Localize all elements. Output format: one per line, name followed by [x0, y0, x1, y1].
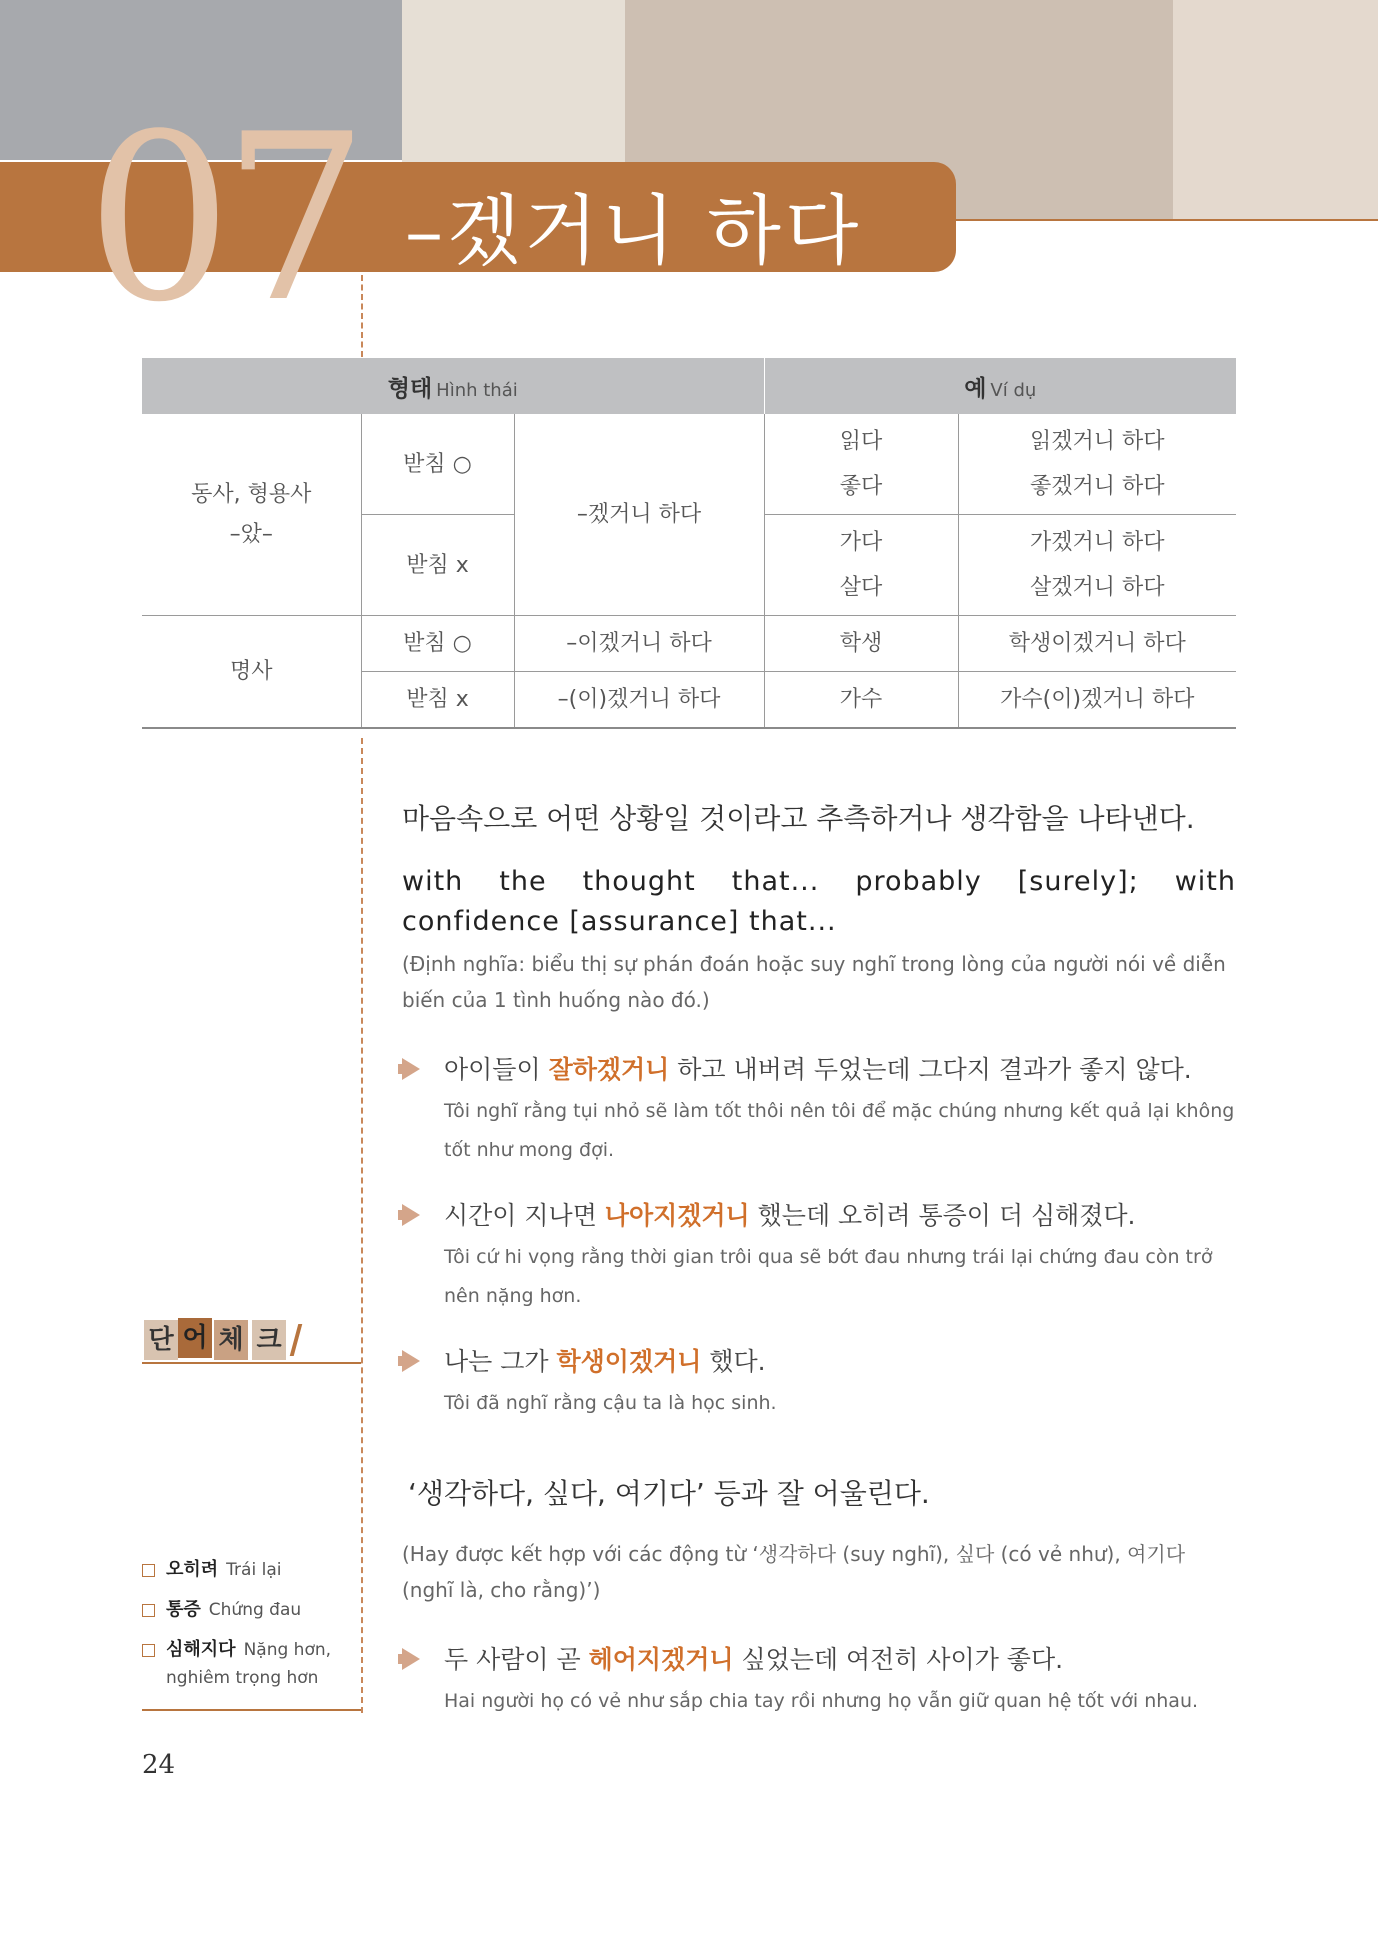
example-korean: 아이들이 잘하겠거니 하고 내버려 두었는데 그다지 결과가 좋지 않다. [444, 1055, 1192, 1084]
table-cell-base: 가수 [764, 672, 958, 729]
example-korean: 시간이 지나면 나아지겠거니 했는데 오히려 통증이 더 심해졌다. [444, 1201, 1136, 1230]
table-row [142, 414, 1236, 515]
page-number: 24 [142, 1750, 176, 1780]
table-cell-result: 읽겠거니 하다 좋겠거니 하다 [958, 414, 1236, 515]
vocab-list [142, 1556, 361, 1704]
table-cell-group: 명사 [142, 616, 361, 729]
example-vietnamese: Hai người họ có vẻ như sắp chia tay rồi nhưng họ vẫn giữ quan hệ tốt với nhau. [444, 1690, 1199, 1712]
table-cell-form: –(이)겠거니 하다 [514, 672, 764, 729]
usage-vietnamese: (Hay được kết hợp với các động từ ‘생각하다 (suy nghĩ), 싶다 (có vẻ như), 여기다 (nghĩ là, cho rằng)’) [402, 1542, 1186, 1602]
checkbox-icon [142, 1604, 155, 1617]
meaning-english: with the thought that... probably [surely]; with confidence [assurance] that... [402, 866, 1236, 937]
header-rule [950, 219, 1378, 221]
table-cell-form: –이겠거니 하다 [514, 616, 764, 672]
table-cell-base: 학생 [764, 616, 958, 672]
table-cell-result: 가수(이)겠거니 하다 [958, 672, 1236, 729]
table-cell-batchim: 받침 x [361, 672, 514, 729]
table-cell-result: 학생이겠거니 하다 [958, 616, 1236, 672]
table-cell-result: 가겠거니 하다 살겠거니 하다 [958, 515, 1236, 616]
vocab-item: 오히려 Trái lại [142, 1556, 361, 1584]
table-head-form: 형태 Hình thái [142, 358, 764, 414]
vocab-item: 통증 Chứng đau [142, 1596, 361, 1624]
table-cell-batchim: 받침 ○ [361, 414, 514, 515]
example-vietnamese: Tôi nghĩ rằng tụi nhỏ sẽ làm tốt thôi nên tôi để mặc chúng nhưng kết quả lại không tốt như mong đợi. [444, 1100, 1235, 1161]
example-korean: 나는 그가 학생이겠거니 했다. [444, 1347, 766, 1376]
table-cell-batchim: 받침 x [361, 515, 514, 616]
header-texture-light [1173, 0, 1378, 220]
table-cell-batchim: 받침 ○ [361, 616, 514, 672]
chapter-number: 07 [86, 86, 359, 353]
checkbox-icon [142, 1644, 155, 1657]
table-row [142, 616, 1236, 672]
table-cell-group: 동사, 형용사 –았– [142, 414, 361, 616]
table-head-example: 예 Ví dụ [764, 358, 1236, 414]
meaning-vietnamese: (Định nghĩa: biểu thị sự phán đoán hoặc suy nghĩ trong lòng của người nói về diễn biến của 1 tình huống nào đó.) [402, 952, 1226, 1012]
example-korean: 두 사람이 곧 헤어지겠거니 싶었는데 여전히 사이가 좋다. [444, 1645, 1064, 1674]
table-cell-base: 가다 살다 [764, 515, 958, 616]
chapter-title: –겠거니 하다 [405, 186, 863, 275]
table-header-row [142, 358, 1236, 414]
example-vietnamese: Tôi đã nghĩ rằng cậu ta là học sinh. [444, 1392, 777, 1414]
checkbox-icon [142, 1564, 155, 1577]
vocab-item: 심해지다 Nặng hơn, nghiêm trọng hơn [142, 1636, 361, 1692]
example-vietnamese: Tôi cứ hi vọng rằng thời gian trôi qua sẽ bớt đau nhưng trái lại chứng đau còn trở nên nặng hơn. [444, 1246, 1213, 1307]
usage-korean: ‘생각하다, 싶다, 여기다’ 등과 잘 어울린다. [408, 1477, 930, 1510]
divider-dashed [361, 738, 363, 1713]
sidebar-rule-top [142, 1362, 361, 1364]
table-cell-form: –겠거니 하다 [514, 414, 764, 616]
divider-dashed [361, 275, 363, 357]
sidebar-rule-bottom [142, 1709, 361, 1711]
grammar-table [142, 358, 1236, 729]
meaning-korean: 마음속으로 어떤 상황일 것이라고 추측하거나 생각함을 나타낸다. [402, 802, 1195, 835]
table-cell-base: 읽다 좋다 [764, 414, 958, 515]
